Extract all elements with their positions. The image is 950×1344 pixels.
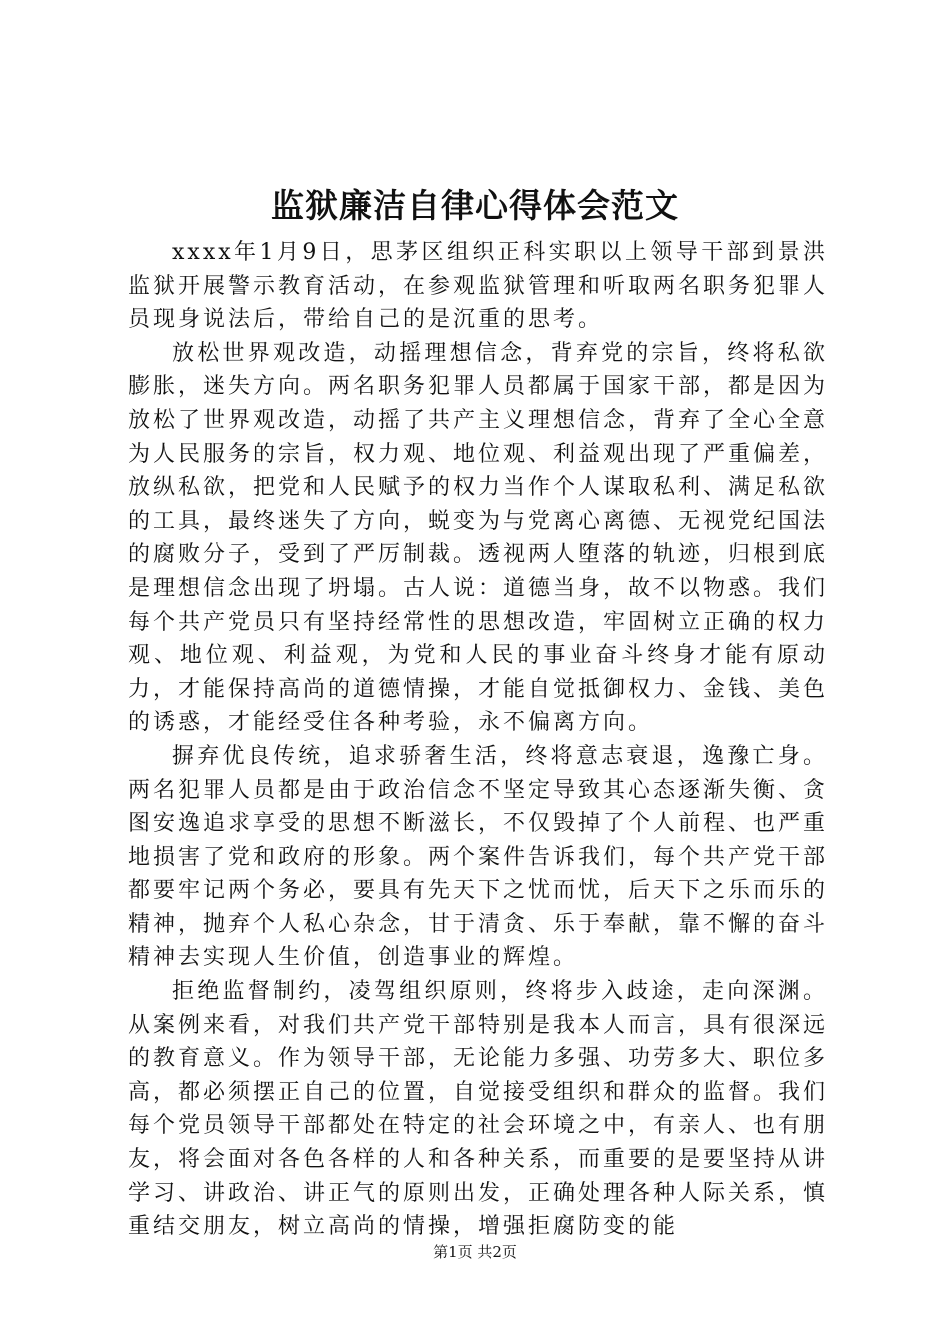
document-body — [128, 236, 828, 1244]
paragraph-tradition: 摒弃优良传统，追求骄奢生活，终将意志衰退，逸豫亡身。两名犯罪人员都是由于政治信念不坚定导致其心态逐渐失衡、贪图安逸追求享受的思想不断滋长，不仅毁掉了个人前程、也严重地损害了党和政府的形象。两个案件告诉我们，每个共产党干部都要牢记两个务必，要具有先天下之忧而忧，后天下之乐而乐的精神，抛弃个人私心杂念，甘于清贪、乐于奉献，靠不懈的奋斗精神去实现人生价值，创造事业的辉煌。 — [128, 743, 829, 971]
page-number-footer: 第1页 共2页 — [433, 1243, 517, 1261]
paragraph-supervision: 拒绝监督制约，凌驾组织原则，终将步入歧途，走向深渊。从案例来看，对我们共产党干部特别是我本人而言，具有很深远的教育意义。作为领导干部，无论能力多强、功劳多大、职位多高，都必须摆正自己的位置，自觉接受组织和群众的监督。我们每个党员领导干部都处在特定的社会环境之中，有亲人、也有朋友，将会面对各色各样的人和各种关系，而重要的是要坚持从讲学习、讲政治、讲正气的原则出发，正确处理各种人际关系，慎重结交朋友，树立高尚的情操，增强拒腐防变的能 — [128, 979, 829, 1240]
document-title: 监狱廉洁自律心得体会范文 — [271, 186, 679, 225]
paragraph-intro: xxxx年1月9日，思茅区组织正科实职以上领导干部到景洪监狱开展警示教育活动，在参观监狱管理和听取两名职务犯罪人员现身说法后，带给自己的是沉重的思考。 — [128, 240, 829, 333]
paragraph-worldview: 放松世界观改造，动摇理想信念，背弃党的宗旨，终将私欲膨胀，迷失方向。两名职务犯罪人员都属于国家干部，都是因为放松了世界观改造，动摇了共产主义理想信念，背弃了全心全意为人民服务的宗旨，权力观、地位观、利益观出现了严重偏差，放纵私欲，把党和人民赋予的权力当作个人谋取私利、满足私欲的工具，最终迷失了方向，蜕变为与党离心离德、无视党纪国法的腐败分子，受到了严厉制裁。透视两人堕落的轨迹，归根到底是理想信念出现了坍塌。古人说：道德当身，故不以物惑。我们每个共产党员只有坚持经常性的思想改造，牢固树立正确的权力观、地位观、利益观，为党和人民的事业奋斗终身才能有原动力，才能保持高尚的道德情操，才能自觉抵御权力、金钱、美色的诱惑，才能经受住各种考验，永不偏离方向。 — [128, 340, 829, 736]
